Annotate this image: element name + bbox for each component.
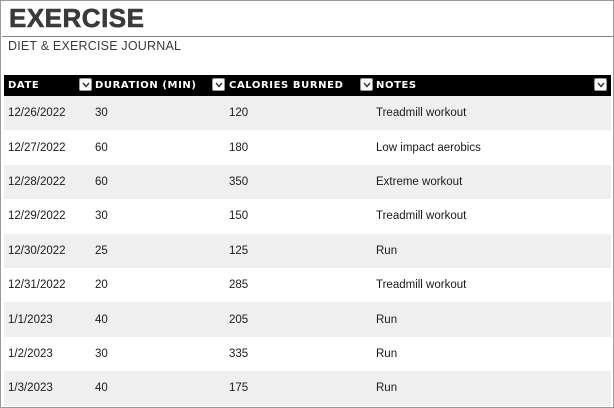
table-row[interactable] — [4, 268, 611, 302]
title-divider — [2, 36, 613, 37]
date-filter-button[interactable] — [79, 78, 92, 91]
cell-calories[interactable]: 120 — [229, 107, 249, 120]
cell-date[interactable]: 1/1/2023 — [8, 313, 53, 326]
cell-calories[interactable]: 180 — [229, 141, 249, 154]
cell-calories[interactable]: 150 — [229, 210, 249, 223]
cell-calories[interactable]: 335 — [229, 347, 249, 360]
table-row[interactable] — [4, 337, 611, 371]
cell-calories[interactable]: 125 — [229, 244, 249, 257]
table-row[interactable] — [4, 130, 611, 164]
header-duration-label: DURATION (MIN) — [95, 80, 197, 91]
calories-filter-button[interactable] — [360, 78, 373, 91]
cell-date[interactable]: 12/29/2022 — [8, 210, 66, 223]
cell-notes[interactable]: Run — [376, 382, 398, 395]
duration-filter-button[interactable] — [212, 78, 225, 91]
cell-date[interactable]: 12/31/2022 — [8, 279, 66, 292]
table-header — [4, 75, 611, 96]
cell-duration[interactable]: 30 — [95, 107, 108, 120]
cell-notes[interactable]: Treadmill workout — [376, 107, 467, 120]
header-notes — [376, 75, 417, 96]
cell-duration[interactable]: 20 — [95, 279, 108, 292]
header-calories-label: CALORIES BURNED — [229, 80, 344, 91]
chevron-down-icon — [82, 82, 90, 88]
cell-duration[interactable]: 25 — [95, 244, 108, 257]
cell-date[interactable]: 1/3/2023 — [8, 382, 53, 395]
chevron-down-icon — [597, 82, 605, 88]
notes-filter-button[interactable] — [594, 78, 607, 91]
table-row[interactable] — [4, 165, 611, 199]
table-row[interactable] — [4, 371, 611, 405]
cell-calories[interactable]: 175 — [229, 382, 249, 395]
cell-duration[interactable]: 60 — [95, 141, 108, 154]
cell-calories[interactable]: 285 — [229, 279, 249, 292]
cell-calories[interactable]: 350 — [229, 175, 249, 188]
cell-notes[interactable]: Run — [376, 244, 398, 257]
cell-duration[interactable]: 40 — [95, 382, 108, 395]
cell-date[interactable]: 12/30/2022 — [8, 244, 66, 257]
header-calories — [229, 75, 343, 96]
page-subtitle: DIET & EXERCISE JOURNAL — [8, 39, 182, 53]
cell-duration[interactable]: 40 — [95, 313, 108, 326]
chevron-down-icon — [215, 82, 223, 88]
table-body — [4, 96, 611, 406]
table-row[interactable] — [4, 96, 611, 130]
cell-date[interactable]: 1/2/2023 — [8, 347, 53, 360]
cell-notes[interactable]: Run — [376, 347, 398, 360]
chevron-down-icon — [363, 82, 371, 88]
header-date-label: DATE — [8, 80, 40, 91]
cell-duration[interactable]: 30 — [95, 210, 108, 223]
header-date — [8, 75, 39, 96]
table-row[interactable] — [4, 234, 611, 268]
page-title: EXERCISE — [9, 3, 145, 33]
table-row[interactable] — [4, 302, 611, 336]
cell-notes[interactable]: Run — [376, 313, 398, 326]
cell-date[interactable]: 12/26/2022 — [8, 107, 66, 120]
exercise-table — [4, 75, 611, 406]
cell-notes[interactable]: Treadmill workout — [376, 210, 467, 223]
cell-notes[interactable]: Low impact aerobics — [376, 141, 481, 154]
header-duration — [95, 75, 197, 96]
cell-calories[interactable]: 205 — [229, 313, 249, 326]
table-row[interactable] — [4, 199, 611, 233]
cell-duration[interactable]: 30 — [95, 347, 108, 360]
cell-date[interactable]: 12/27/2022 — [8, 141, 66, 154]
cell-duration[interactable]: 60 — [95, 175, 108, 188]
cell-date[interactable]: 12/28/2022 — [8, 175, 66, 188]
header-notes-label: NOTES — [376, 80, 417, 91]
cell-notes[interactable]: Extreme workout — [376, 175, 463, 188]
cell-notes[interactable]: Treadmill workout — [376, 279, 467, 292]
